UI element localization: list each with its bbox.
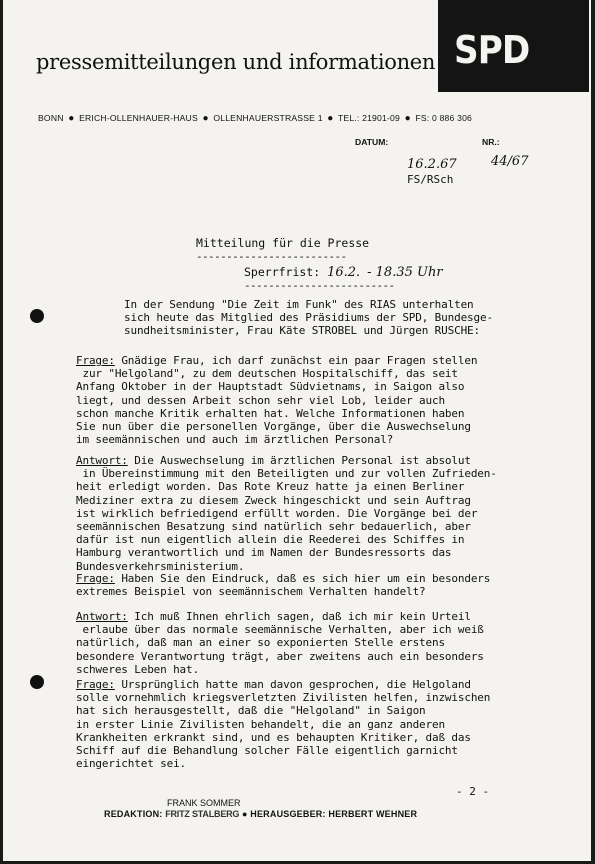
letterhead-address (38, 113, 472, 124)
question-label: Frage: (76, 678, 115, 691)
answer-2 (76, 610, 484, 676)
embargo-label: Sperrfrist: (244, 265, 321, 279)
question-1 (76, 354, 477, 446)
answer-text: Die Auswechselung im ärztlichen Personal ist absolut in Übereinstimmung mit den Beteiligten und zur vollen Zufrieden- heit erledigt worden. Das Rote Kreuz hatte ja einen Berliner Mediziner extra zu diesem Zweck hingeschickt und sein Auftrag ist wirklich befriedigend erfüllt worden. Die Vorgänge bei der seemännischen Besatzung sind natürlich sehr bedauerlich, aber dafür ist nun eigentlich allein die Reederei des Schiffes in Hamburg verantwortlich und im Namen der Bundesressorts das Bundesverkehrsministerium. (76, 454, 497, 573)
datum-value: 16.2.67 (407, 157, 457, 172)
bullet-icon: ● (404, 113, 411, 124)
answer-1 (76, 454, 497, 573)
nr-label: NR.: (482, 137, 500, 147)
intro-paragraph: In der Sendung "Die Zeit im Funk" des RIAS unterhalten sich heute das Mitglied des Präsidiums der SPD, Bundesge- sundheitsminister, Frau Käte STROBEL und Jürgen RUSCHE: (124, 298, 493, 338)
notice-title-underline: ------------------------- (196, 250, 347, 263)
embargo-date: 16.2. (327, 265, 361, 280)
footer-editor-name: FRANK SOMMER (167, 798, 241, 808)
question-3 (76, 678, 490, 770)
bullet-icon: ● (202, 113, 209, 124)
page-marker: - 2 - (456, 785, 490, 798)
address-city: BONN (38, 113, 64, 123)
bullet-icon: ● (68, 113, 75, 124)
redaktion-label: REDAKTION: (104, 809, 163, 819)
herausgeber-line: HERAUSGEBER: HERBERT WEHNER (250, 809, 418, 819)
embargo-line (244, 265, 443, 280)
question-2 (76, 572, 490, 598)
address-street: OLLENHAUERSTRASSE 1 (213, 113, 323, 123)
question-text: Gnädige Frau, ich darf zunächst ein paar Fragen stellen zur "Helgoland", zu dem deutschen Hospitalschiff, das seit Anfang Oktober in der Hauptstadt Südvietnams, in Saigon also liegt, und dessen Arbeit schon sehr viel Lob, leider auch schon manche Kritik erhalten hat. Welche Informationen haben Sie nun über die personellen Vorgänge, über die Auswechselung im seemännischen und auch im ärztlichen Personal? (76, 354, 478, 447)
answer-label: Antwort: (76, 610, 128, 623)
spd-logo (438, 0, 589, 92)
footer-credits (104, 809, 417, 819)
question-label: Frage: (76, 572, 115, 585)
reference-code: FS/RSch (407, 173, 454, 186)
address-telex: FS: 0 886 306 (415, 113, 473, 123)
letterhead-title: pressemitteilungen und informationen (36, 50, 436, 74)
answer-text: Ich muß Ihnen ehrlich sagen, daß ich mir kein Urteil erlaube über das normale seemännische Verhalten, aber ich weiß natürlich, daß man an einer so exponierten Stelle erstens besondere Verantwortung trägt, aber zweitens auch ein besonders schweres Leben hat. (76, 610, 484, 676)
address-building: ERICH-OLLENHAUER-HAUS (79, 113, 198, 123)
embargo-time: - 18.35 Uhr (367, 265, 443, 280)
question-text: Ursprünglich hatte man davon gesprochen, die Helgoland solle vornehmlich kriegsverletzten Zivilisten helfen, inzwischen hat sich herausgestellt, daß die "Helgoland" in Saigon in erster Linie Zivilisten behandelt, die an ganz anderen Krankheiten erkrankt sind, und es behaupten Kritiker, daß das Schiff auf die Behandlung solcher Fälle eigentlich garnicht eingerichtet sei. (76, 678, 491, 771)
answer-label: Antwort: (76, 454, 128, 467)
embargo-underline: ------------------------- (244, 279, 395, 292)
bullet-icon: ● (327, 113, 334, 124)
question-label: Frage: (76, 354, 115, 367)
bullet-icon: ● (241, 809, 248, 819)
punch-hole-top (30, 309, 44, 323)
address-phone: TEL.: 21901-09 (337, 113, 401, 123)
datum-label: DATUM: (355, 137, 389, 147)
punch-hole-bottom (30, 675, 44, 689)
notice-title: Mitteilung für die Presse (196, 236, 370, 250)
page-edge-right (591, 0, 595, 864)
page-edge-left (0, 0, 3, 864)
nr-value: 44/67 (491, 154, 529, 169)
struck-editor-name: FRITZ STALBERG (165, 809, 240, 819)
question-text: Haben Sie den Eindruck, daß es sich hier um ein besonders extremes Beispiel von seemännischem Verhalten handelt? (76, 572, 491, 599)
spd-logo-text: SPD (454, 28, 530, 72)
